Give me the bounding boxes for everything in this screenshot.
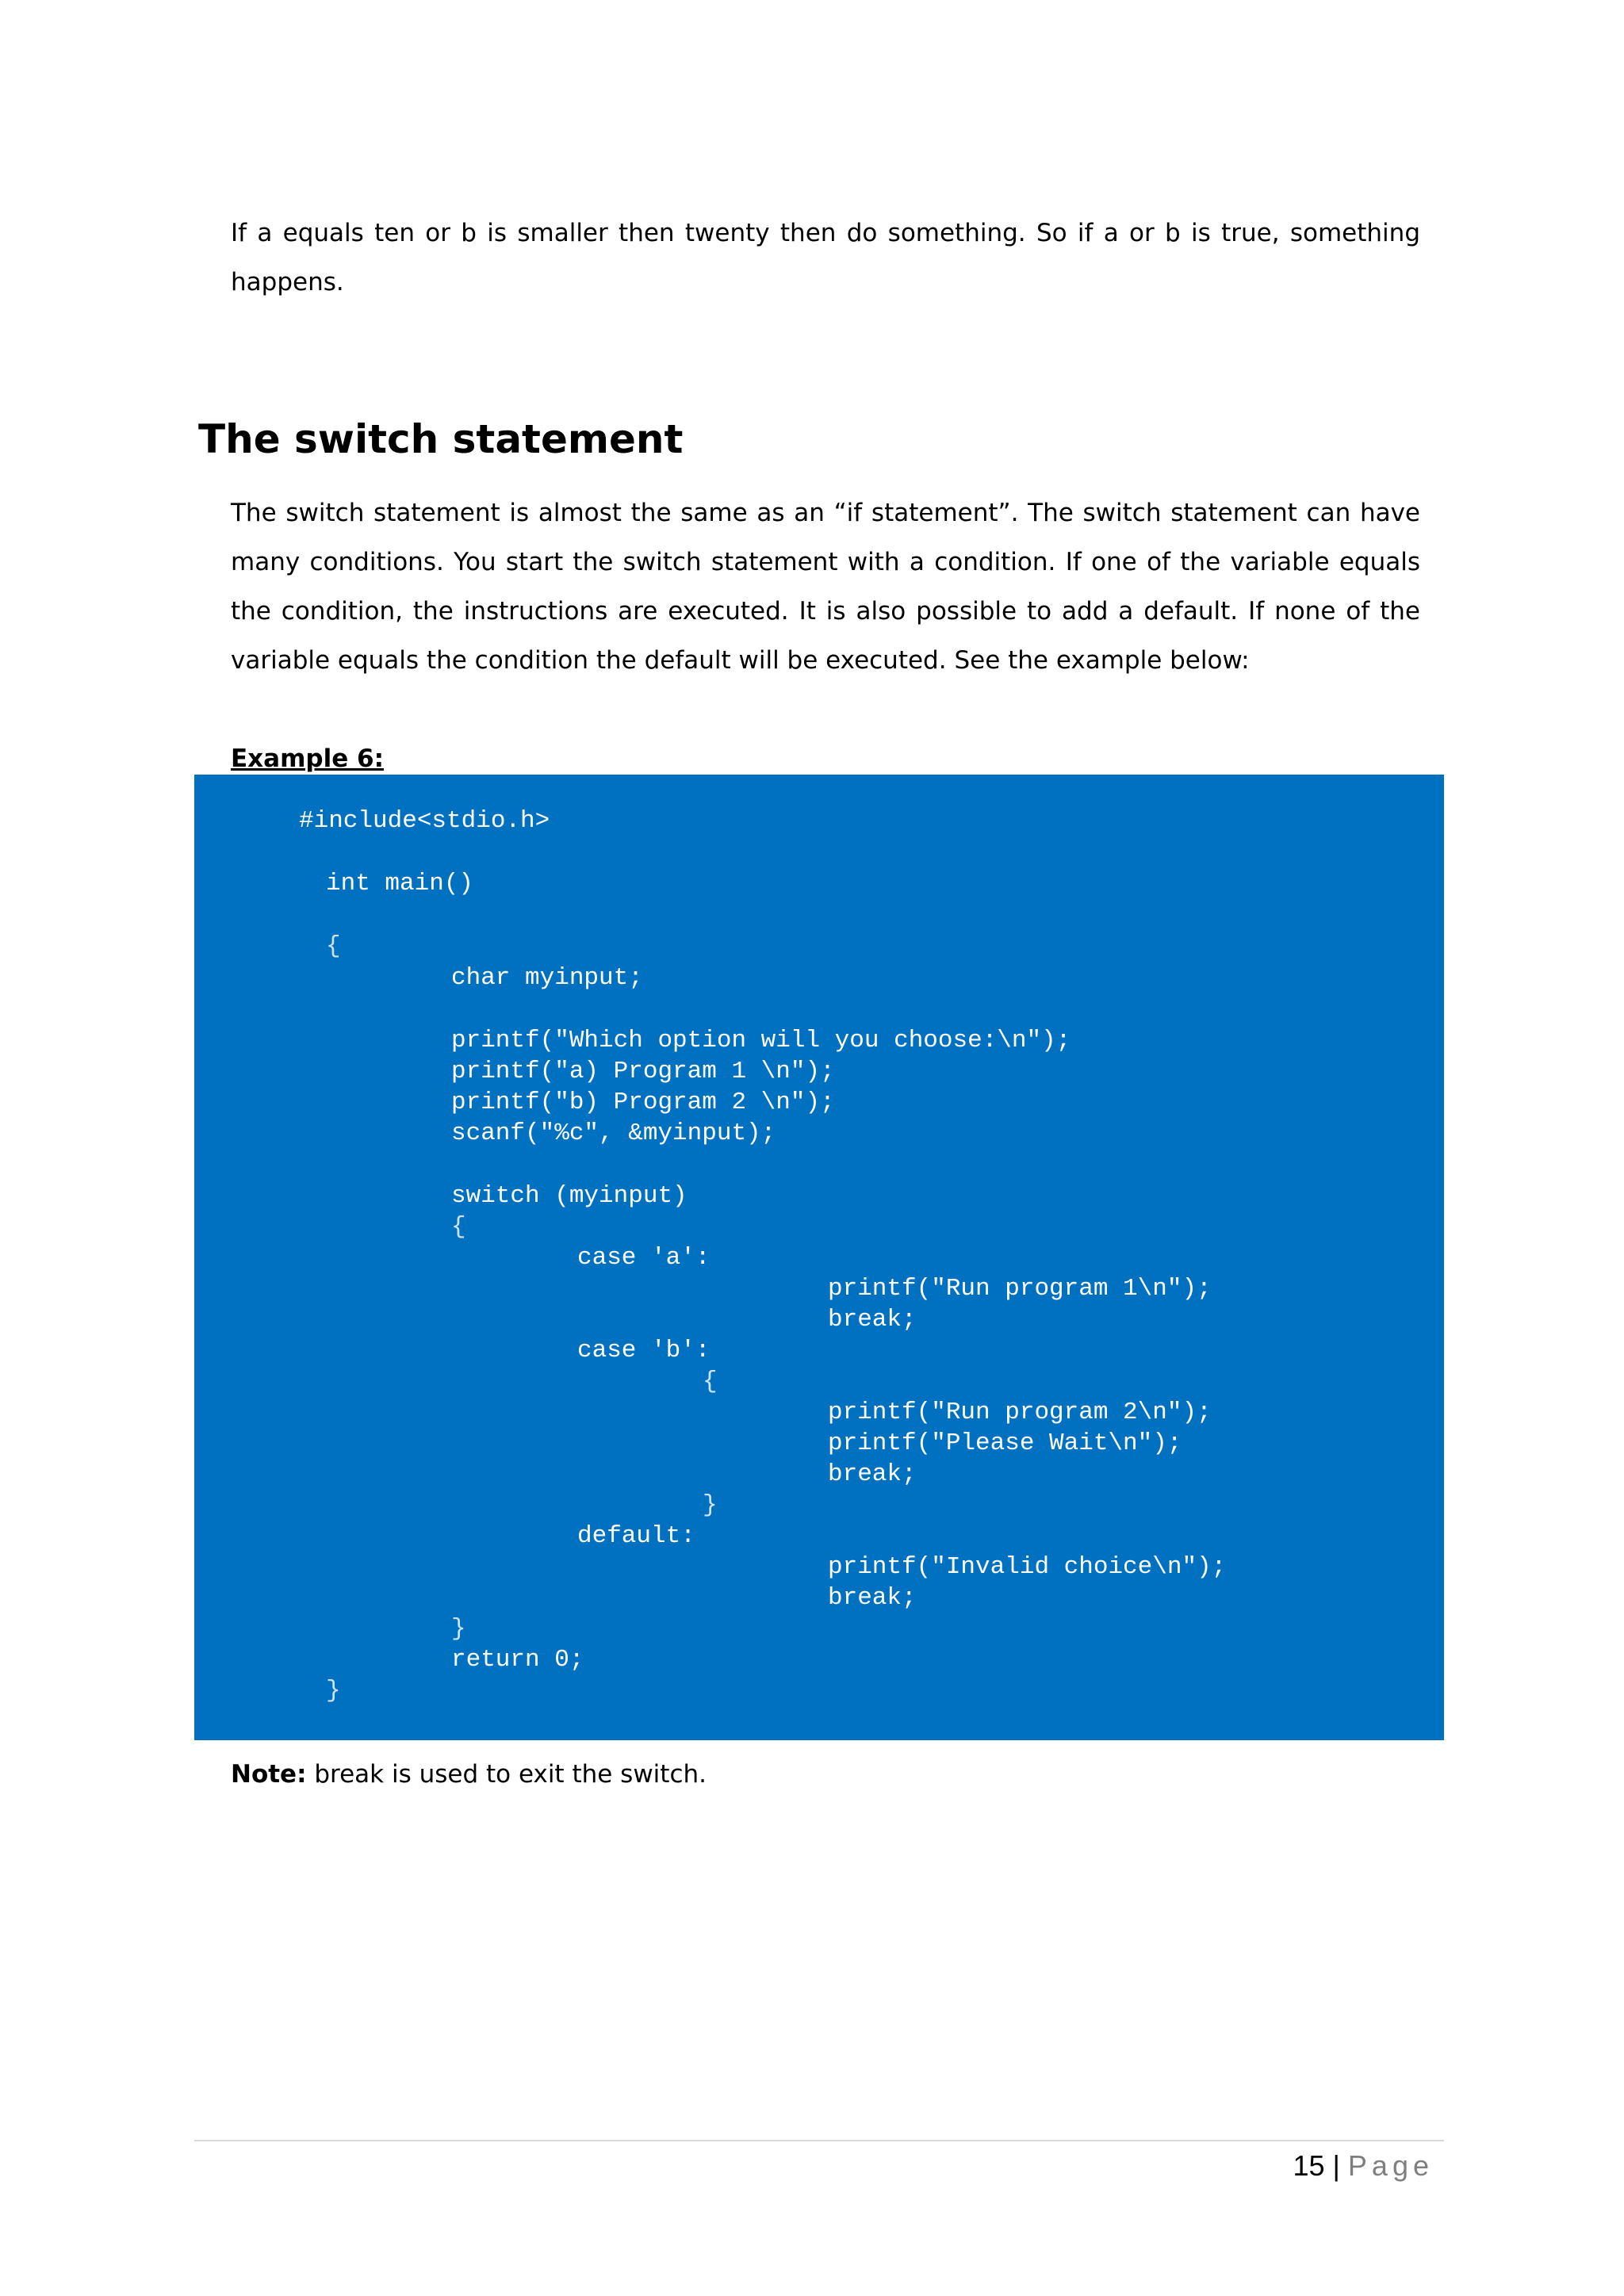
switch-paragraph: The switch statement is almost the same as an “if statement”. The switch statement can have many conditions. You start the switch statement with a condition. If one of the variable equals the condition, the instructions are executed. It is also possible to add a default. If none of the variable equals the condition the default will be executed. See the example below: bbox=[231, 499, 1420, 675]
code-line: { bbox=[326, 932, 341, 960]
code-line: case 'b': bbox=[577, 1337, 710, 1364]
page-number: 15 bbox=[1293, 2149, 1325, 2182]
footer-divider bbox=[194, 2140, 1444, 2141]
code-line: printf("Please Wait\n"); bbox=[828, 1429, 1182, 1457]
code-line: } bbox=[703, 1491, 718, 1519]
note-label: Note: bbox=[231, 1760, 307, 1789]
code-line: { bbox=[703, 1368, 718, 1395]
section-heading: The switch statement bbox=[198, 416, 684, 462]
code-line: default: bbox=[577, 1522, 695, 1550]
code-line: printf("Invalid choice\n"); bbox=[828, 1553, 1227, 1581]
intro-paragraph: If a equals ten or b is smaller then twenty then do something. So if a or b is true, something happens. bbox=[231, 219, 1420, 297]
code-line: int main() bbox=[326, 870, 474, 897]
code-line: printf("Run program 2\n"); bbox=[828, 1399, 1212, 1426]
code-line: break; bbox=[828, 1460, 917, 1488]
code-line: printf("Which option will you choose:\n"); bbox=[451, 1027, 1071, 1054]
code-line: scanf("%c", &myinput); bbox=[451, 1119, 776, 1147]
code-line: case 'a': bbox=[577, 1244, 710, 1272]
code-line: char myinput; bbox=[451, 964, 643, 992]
page-word: Page bbox=[1347, 2149, 1434, 2182]
code-line: } bbox=[326, 1677, 341, 1705]
code-line: break; bbox=[828, 1584, 917, 1612]
code-line: printf("b) Program 2 \n"); bbox=[451, 1089, 835, 1116]
code-line: } bbox=[451, 1615, 466, 1643]
code-line: break; bbox=[828, 1306, 917, 1334]
code-line: printf("a) Program 1 \n"); bbox=[451, 1058, 835, 1085]
code-line: printf("Run program 1\n"); bbox=[828, 1275, 1212, 1303]
note-text: break is used to exit the switch. bbox=[306, 1760, 707, 1789]
example-label: Example 6: bbox=[231, 744, 384, 773]
note-paragraph bbox=[231, 1755, 707, 1794]
footer-separator: | bbox=[1332, 2149, 1340, 2182]
code-block bbox=[194, 775, 1444, 1740]
page-footer bbox=[1293, 2145, 1434, 2187]
code-line: { bbox=[451, 1213, 466, 1241]
code-line: switch (myinput) bbox=[451, 1182, 688, 1210]
code-line: return 0; bbox=[451, 1646, 584, 1674]
code-line: #include<stdio.h> bbox=[299, 807, 550, 835]
